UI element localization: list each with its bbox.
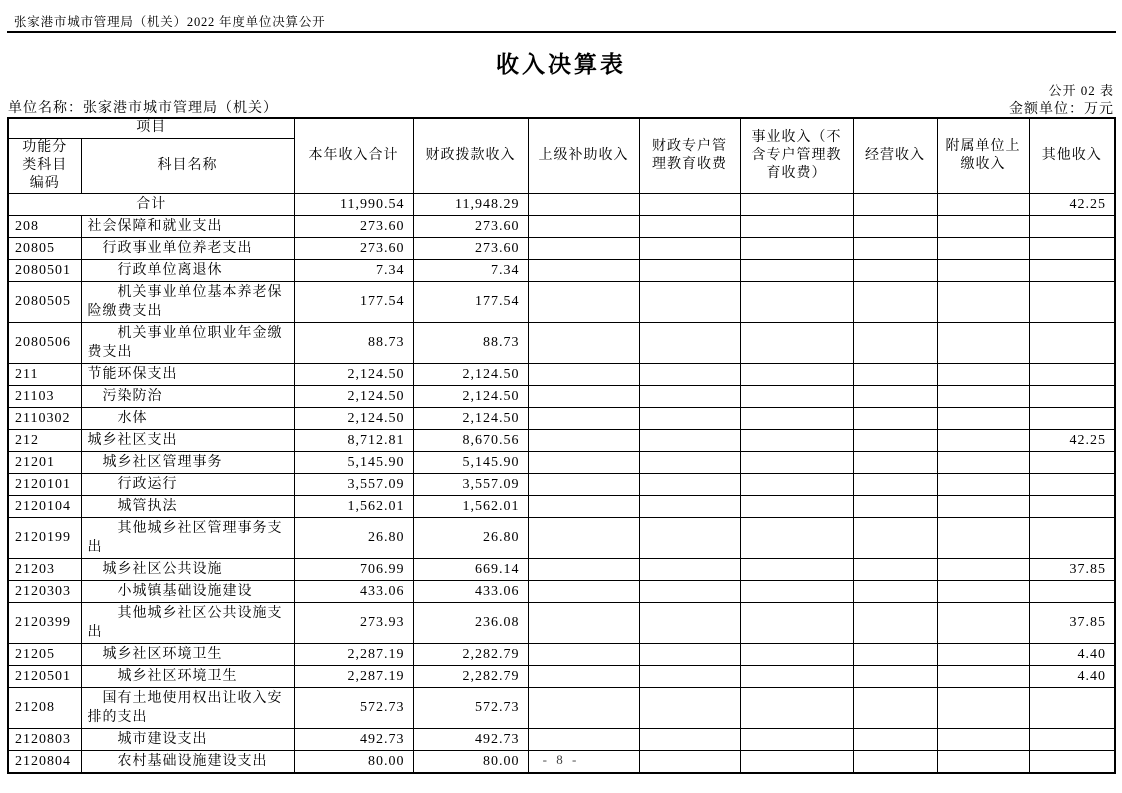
row-value-cell	[740, 728, 853, 750]
row-function-code: 2110302	[8, 407, 81, 429]
row-value-cell: 433.06	[413, 580, 528, 602]
row-function-code: 2120399	[8, 602, 81, 643]
header-cell-column: 附属单位上缴收入	[937, 118, 1029, 193]
row-subject-name: 其他城乡社区管理事务支出	[81, 517, 294, 558]
row-value-cell	[639, 281, 740, 322]
row-value-cell	[740, 193, 853, 215]
row-value-cell	[853, 363, 937, 385]
row-value-cell	[853, 558, 937, 580]
table-row	[8, 237, 1115, 259]
row-value-cell	[528, 237, 639, 259]
income-statement-table	[7, 117, 1116, 774]
row-value-cell	[937, 473, 1029, 495]
row-subject-name: 行政事业单位养老支出	[81, 237, 294, 259]
row-value-cell	[853, 322, 937, 363]
row-function-code: 2120803	[8, 728, 81, 750]
row-value-cell	[937, 193, 1029, 215]
row-value-cell	[937, 215, 1029, 237]
row-value-cell: 572.73	[294, 687, 413, 728]
row-subject-name: 城乡社区支出	[81, 429, 294, 451]
row-value-cell	[853, 602, 937, 643]
row-value-cell: 42.25	[1029, 429, 1115, 451]
row-value-cell: 37.85	[1029, 602, 1115, 643]
table-row	[8, 322, 1115, 363]
row-value-cell	[528, 473, 639, 495]
header-cell-column: 事业收入（不含专户管理教育收费）	[740, 118, 853, 193]
row-value-cell: 26.80	[294, 517, 413, 558]
row-value-cell	[528, 687, 639, 728]
row-value-cell	[740, 322, 853, 363]
row-value-cell	[853, 643, 937, 665]
row-value-cell	[1029, 495, 1115, 517]
header-cell-column: 经营收入	[853, 118, 937, 193]
row-value-cell: 273.60	[413, 237, 528, 259]
row-value-cell	[937, 665, 1029, 687]
row-value-cell	[937, 407, 1029, 429]
row-value-cell	[740, 385, 853, 407]
table-row	[8, 363, 1115, 385]
row-value-cell	[937, 687, 1029, 728]
table-row	[8, 665, 1115, 687]
row-value-cell	[853, 407, 937, 429]
table-body	[8, 193, 1115, 773]
row-value-cell	[1029, 322, 1115, 363]
row-value-cell	[528, 259, 639, 281]
row-value-cell: 177.54	[294, 281, 413, 322]
header-cell-column: 本年收入合计	[294, 118, 413, 193]
row-value-cell: 3,557.09	[294, 473, 413, 495]
row-value-cell	[639, 643, 740, 665]
row-value-cell	[639, 363, 740, 385]
row-function-code: 2120303	[8, 580, 81, 602]
table-row	[8, 281, 1115, 322]
row-value-cell	[639, 558, 740, 580]
row-value-cell	[1029, 580, 1115, 602]
row-value-cell: 2,124.50	[413, 385, 528, 407]
header-cell-column: 其他收入	[1029, 118, 1115, 193]
row-value-cell	[528, 322, 639, 363]
row-value-cell	[639, 495, 740, 517]
header-cell-function-code: 功能分类科目编码	[8, 138, 81, 193]
row-function-code: 2080505	[8, 281, 81, 322]
row-function-code: 211	[8, 363, 81, 385]
row-value-cell	[639, 473, 740, 495]
row-function-code: 2080506	[8, 322, 81, 363]
row-value-cell	[740, 687, 853, 728]
row-value-cell: 273.60	[413, 215, 528, 237]
row-value-cell: 492.73	[413, 728, 528, 750]
row-function-code: 2120199	[8, 517, 81, 558]
row-value-cell	[528, 363, 639, 385]
row-value-cell	[937, 517, 1029, 558]
row-subject-name: 机关事业单位基本养老保险缴费支出	[81, 281, 294, 322]
table-row	[8, 407, 1115, 429]
row-subject-name: 城乡社区环境卫生	[81, 665, 294, 687]
table-row	[8, 602, 1115, 643]
row-function-code: 21205	[8, 643, 81, 665]
row-value-cell	[853, 451, 937, 473]
row-value-cell	[528, 558, 639, 580]
row-value-cell	[639, 407, 740, 429]
row-value-cell	[937, 451, 1029, 473]
row-value-cell	[528, 517, 639, 558]
table-row	[8, 385, 1115, 407]
unit-name-label: 单位名称：张家港市城市管理局（机关）	[8, 101, 278, 116]
row-value-cell	[639, 451, 740, 473]
row-value-cell	[528, 643, 639, 665]
row-value-cell	[740, 665, 853, 687]
table-row	[8, 193, 1115, 215]
row-subject-name: 行政单位离退休	[81, 259, 294, 281]
row-value-cell: 88.73	[413, 322, 528, 363]
row-value-cell	[639, 385, 740, 407]
row-value-cell	[639, 429, 740, 451]
row-value-cell	[1029, 473, 1115, 495]
row-value-cell	[937, 495, 1029, 517]
row-value-cell	[1029, 215, 1115, 237]
row-function-code: 2120104	[8, 495, 81, 517]
row-value-cell: 706.99	[294, 558, 413, 580]
row-value-cell	[740, 473, 853, 495]
row-function-code: 21201	[8, 451, 81, 473]
row-value-cell	[639, 193, 740, 215]
row-function-code: 208	[8, 215, 81, 237]
row-value-cell: 2,124.50	[413, 363, 528, 385]
row-subject-name: 城乡社区环境卫生	[81, 643, 294, 665]
row-subject-name: 行政运行	[81, 473, 294, 495]
row-value-cell	[937, 728, 1029, 750]
row-value-cell: 2,287.19	[294, 643, 413, 665]
row-value-cell	[639, 687, 740, 728]
row-value-cell	[937, 643, 1029, 665]
row-function-code: 2120501	[8, 665, 81, 687]
row-value-cell	[528, 602, 639, 643]
header-cell-column: 财政专户管理教育收费	[639, 118, 740, 193]
row-total-label: 合计	[8, 193, 294, 215]
page-number: - 8 -	[542, 752, 580, 767]
row-value-cell: 669.14	[413, 558, 528, 580]
row-subject-name: 其他城乡社区公共设施支出	[81, 602, 294, 643]
row-value-cell	[740, 602, 853, 643]
row-value-cell: 1,562.01	[294, 495, 413, 517]
row-value-cell	[528, 728, 639, 750]
row-value-cell: 492.73	[294, 728, 413, 750]
row-value-cell	[853, 580, 937, 602]
row-value-cell	[853, 473, 937, 495]
row-value-cell: 5,145.90	[413, 451, 528, 473]
row-subject-name: 城乡社区管理事务	[81, 451, 294, 473]
row-value-cell	[639, 728, 740, 750]
row-value-cell	[1029, 259, 1115, 281]
row-value-cell	[1029, 687, 1115, 728]
row-value-cell: 433.06	[294, 580, 413, 602]
row-function-code: 2080501	[8, 259, 81, 281]
row-value-cell: 88.73	[294, 322, 413, 363]
row-value-cell	[528, 665, 639, 687]
row-value-cell	[740, 495, 853, 517]
row-value-cell	[853, 237, 937, 259]
row-value-cell	[740, 363, 853, 385]
row-value-cell: 2,287.19	[294, 665, 413, 687]
row-subject-name: 节能环保支出	[81, 363, 294, 385]
row-value-cell: 2,124.50	[294, 407, 413, 429]
row-value-cell	[1029, 517, 1115, 558]
table-row	[8, 728, 1115, 750]
row-subject-name: 污染防治	[81, 385, 294, 407]
table-row	[8, 517, 1115, 558]
row-value-cell	[1029, 281, 1115, 322]
row-value-cell: 5,145.90	[294, 451, 413, 473]
row-value-cell	[937, 429, 1029, 451]
row-value-cell: 80.00	[294, 750, 413, 773]
table-number-label: 公开 02 表	[1048, 83, 1114, 98]
row-value-cell: 80.00	[413, 750, 528, 773]
row-value-cell: 2,124.50	[294, 363, 413, 385]
row-function-code: 21103	[8, 385, 81, 407]
row-value-cell: 11,948.29	[413, 193, 528, 215]
row-value-cell	[740, 643, 853, 665]
row-value-cell	[853, 259, 937, 281]
row-value-cell: 42.25	[1029, 193, 1115, 215]
row-value-cell	[639, 665, 740, 687]
row-value-cell	[853, 665, 937, 687]
row-subject-name: 小城镇基础设施建设	[81, 580, 294, 602]
row-value-cell	[937, 558, 1029, 580]
row-value-cell: 2,282.79	[413, 665, 528, 687]
table-header	[8, 118, 1115, 193]
row-value-cell	[740, 429, 853, 451]
row-value-cell	[1029, 728, 1115, 750]
row-value-cell	[639, 517, 740, 558]
row-value-cell	[937, 363, 1029, 385]
row-value-cell	[528, 580, 639, 602]
row-value-cell	[1029, 407, 1115, 429]
row-value-cell	[853, 193, 937, 215]
row-function-code: 21203	[8, 558, 81, 580]
row-subject-name: 城乡社区公共设施	[81, 558, 294, 580]
row-function-code: 20805	[8, 237, 81, 259]
table-row	[8, 687, 1115, 728]
row-value-cell	[853, 385, 937, 407]
row-value-cell	[740, 281, 853, 322]
row-value-cell: 2,124.50	[413, 407, 528, 429]
row-value-cell	[1029, 451, 1115, 473]
row-value-cell	[853, 281, 937, 322]
row-value-cell: 2,124.50	[294, 385, 413, 407]
row-value-cell: 2,282.79	[413, 643, 528, 665]
row-value-cell	[740, 580, 853, 602]
row-value-cell	[740, 407, 853, 429]
row-value-cell: 177.54	[413, 281, 528, 322]
row-value-cell	[937, 281, 1029, 322]
row-value-cell	[937, 580, 1029, 602]
row-value-cell	[853, 215, 937, 237]
row-value-cell: 8,670.56	[413, 429, 528, 451]
row-value-cell	[1029, 385, 1115, 407]
row-value-cell	[528, 429, 639, 451]
row-value-cell	[528, 215, 639, 237]
row-value-cell	[853, 495, 937, 517]
row-value-cell	[528, 407, 639, 429]
row-subject-name: 水体	[81, 407, 294, 429]
row-value-cell	[740, 237, 853, 259]
amount-unit-label: 金额单位：万元	[1009, 102, 1114, 117]
table-row	[8, 495, 1115, 517]
row-value-cell: 236.08	[413, 602, 528, 643]
row-value-cell	[853, 429, 937, 451]
row-value-cell	[937, 259, 1029, 281]
row-function-code: 2120804	[8, 750, 81, 773]
header-cell-column: 财政拨款收入	[413, 118, 528, 193]
row-function-code: 212	[8, 429, 81, 451]
table-row	[8, 259, 1115, 281]
row-value-cell	[740, 558, 853, 580]
row-value-cell	[528, 451, 639, 473]
row-value-cell: 37.85	[1029, 558, 1115, 580]
row-value-cell	[639, 602, 740, 643]
header-cell-column: 上级补助收入	[528, 118, 639, 193]
header-cell-subject-name: 科目名称	[81, 138, 294, 193]
header-divider-line	[7, 31, 1116, 33]
header-cell-project: 项目	[8, 118, 294, 138]
row-value-cell	[740, 451, 853, 473]
row-value-cell: 11,990.54	[294, 193, 413, 215]
table-row	[8, 580, 1115, 602]
row-subject-name: 农村基础设施建设支出	[81, 750, 294, 773]
row-value-cell: 7.34	[413, 259, 528, 281]
row-value-cell	[1029, 237, 1115, 259]
row-value-cell	[639, 322, 740, 363]
row-value-cell: 8,712.81	[294, 429, 413, 451]
table-row	[8, 429, 1115, 451]
row-value-cell	[937, 602, 1029, 643]
header-row-project	[8, 118, 1115, 138]
row-value-cell: 7.34	[294, 259, 413, 281]
document-header-text: 张家港市城市管理局（机关）2022 年度单位决算公开	[14, 15, 326, 29]
row-value-cell	[740, 517, 853, 558]
row-value-cell	[528, 193, 639, 215]
row-subject-name: 城市建设支出	[81, 728, 294, 750]
row-value-cell	[528, 385, 639, 407]
row-value-cell	[639, 237, 740, 259]
table-row	[8, 473, 1115, 495]
row-subject-name: 城管执法	[81, 495, 294, 517]
row-value-cell	[528, 495, 639, 517]
row-function-code: 21208	[8, 687, 81, 728]
row-value-cell	[853, 687, 937, 728]
row-value-cell: 273.60	[294, 237, 413, 259]
row-value-cell: 273.93	[294, 602, 413, 643]
row-value-cell	[937, 322, 1029, 363]
row-value-cell	[639, 215, 740, 237]
row-subject-name: 社会保障和就业支出	[81, 215, 294, 237]
row-value-cell	[937, 385, 1029, 407]
row-value-cell	[639, 259, 740, 281]
row-subject-name: 国有土地使用权出让收入安排的支出	[81, 687, 294, 728]
table-row	[8, 215, 1115, 237]
page-title: 收入决算表	[496, 52, 626, 77]
row-value-cell	[740, 215, 853, 237]
table-row	[8, 643, 1115, 665]
row-function-code: 2120101	[8, 473, 81, 495]
row-value-cell: 572.73	[413, 687, 528, 728]
row-subject-name: 机关事业单位职业年金缴费支出	[81, 322, 294, 363]
row-value-cell	[740, 259, 853, 281]
row-value-cell: 4.40	[1029, 643, 1115, 665]
row-value-cell: 273.60	[294, 215, 413, 237]
row-value-cell: 26.80	[413, 517, 528, 558]
row-value-cell: 1,562.01	[413, 495, 528, 517]
table-row	[8, 558, 1115, 580]
row-value-cell: 4.40	[1029, 665, 1115, 687]
table-row	[8, 451, 1115, 473]
row-value-cell	[528, 281, 639, 322]
row-value-cell	[639, 580, 740, 602]
row-value-cell	[1029, 363, 1115, 385]
row-value-cell: 3,557.09	[413, 473, 528, 495]
row-value-cell	[937, 237, 1029, 259]
row-value-cell	[853, 728, 937, 750]
row-value-cell	[853, 517, 937, 558]
